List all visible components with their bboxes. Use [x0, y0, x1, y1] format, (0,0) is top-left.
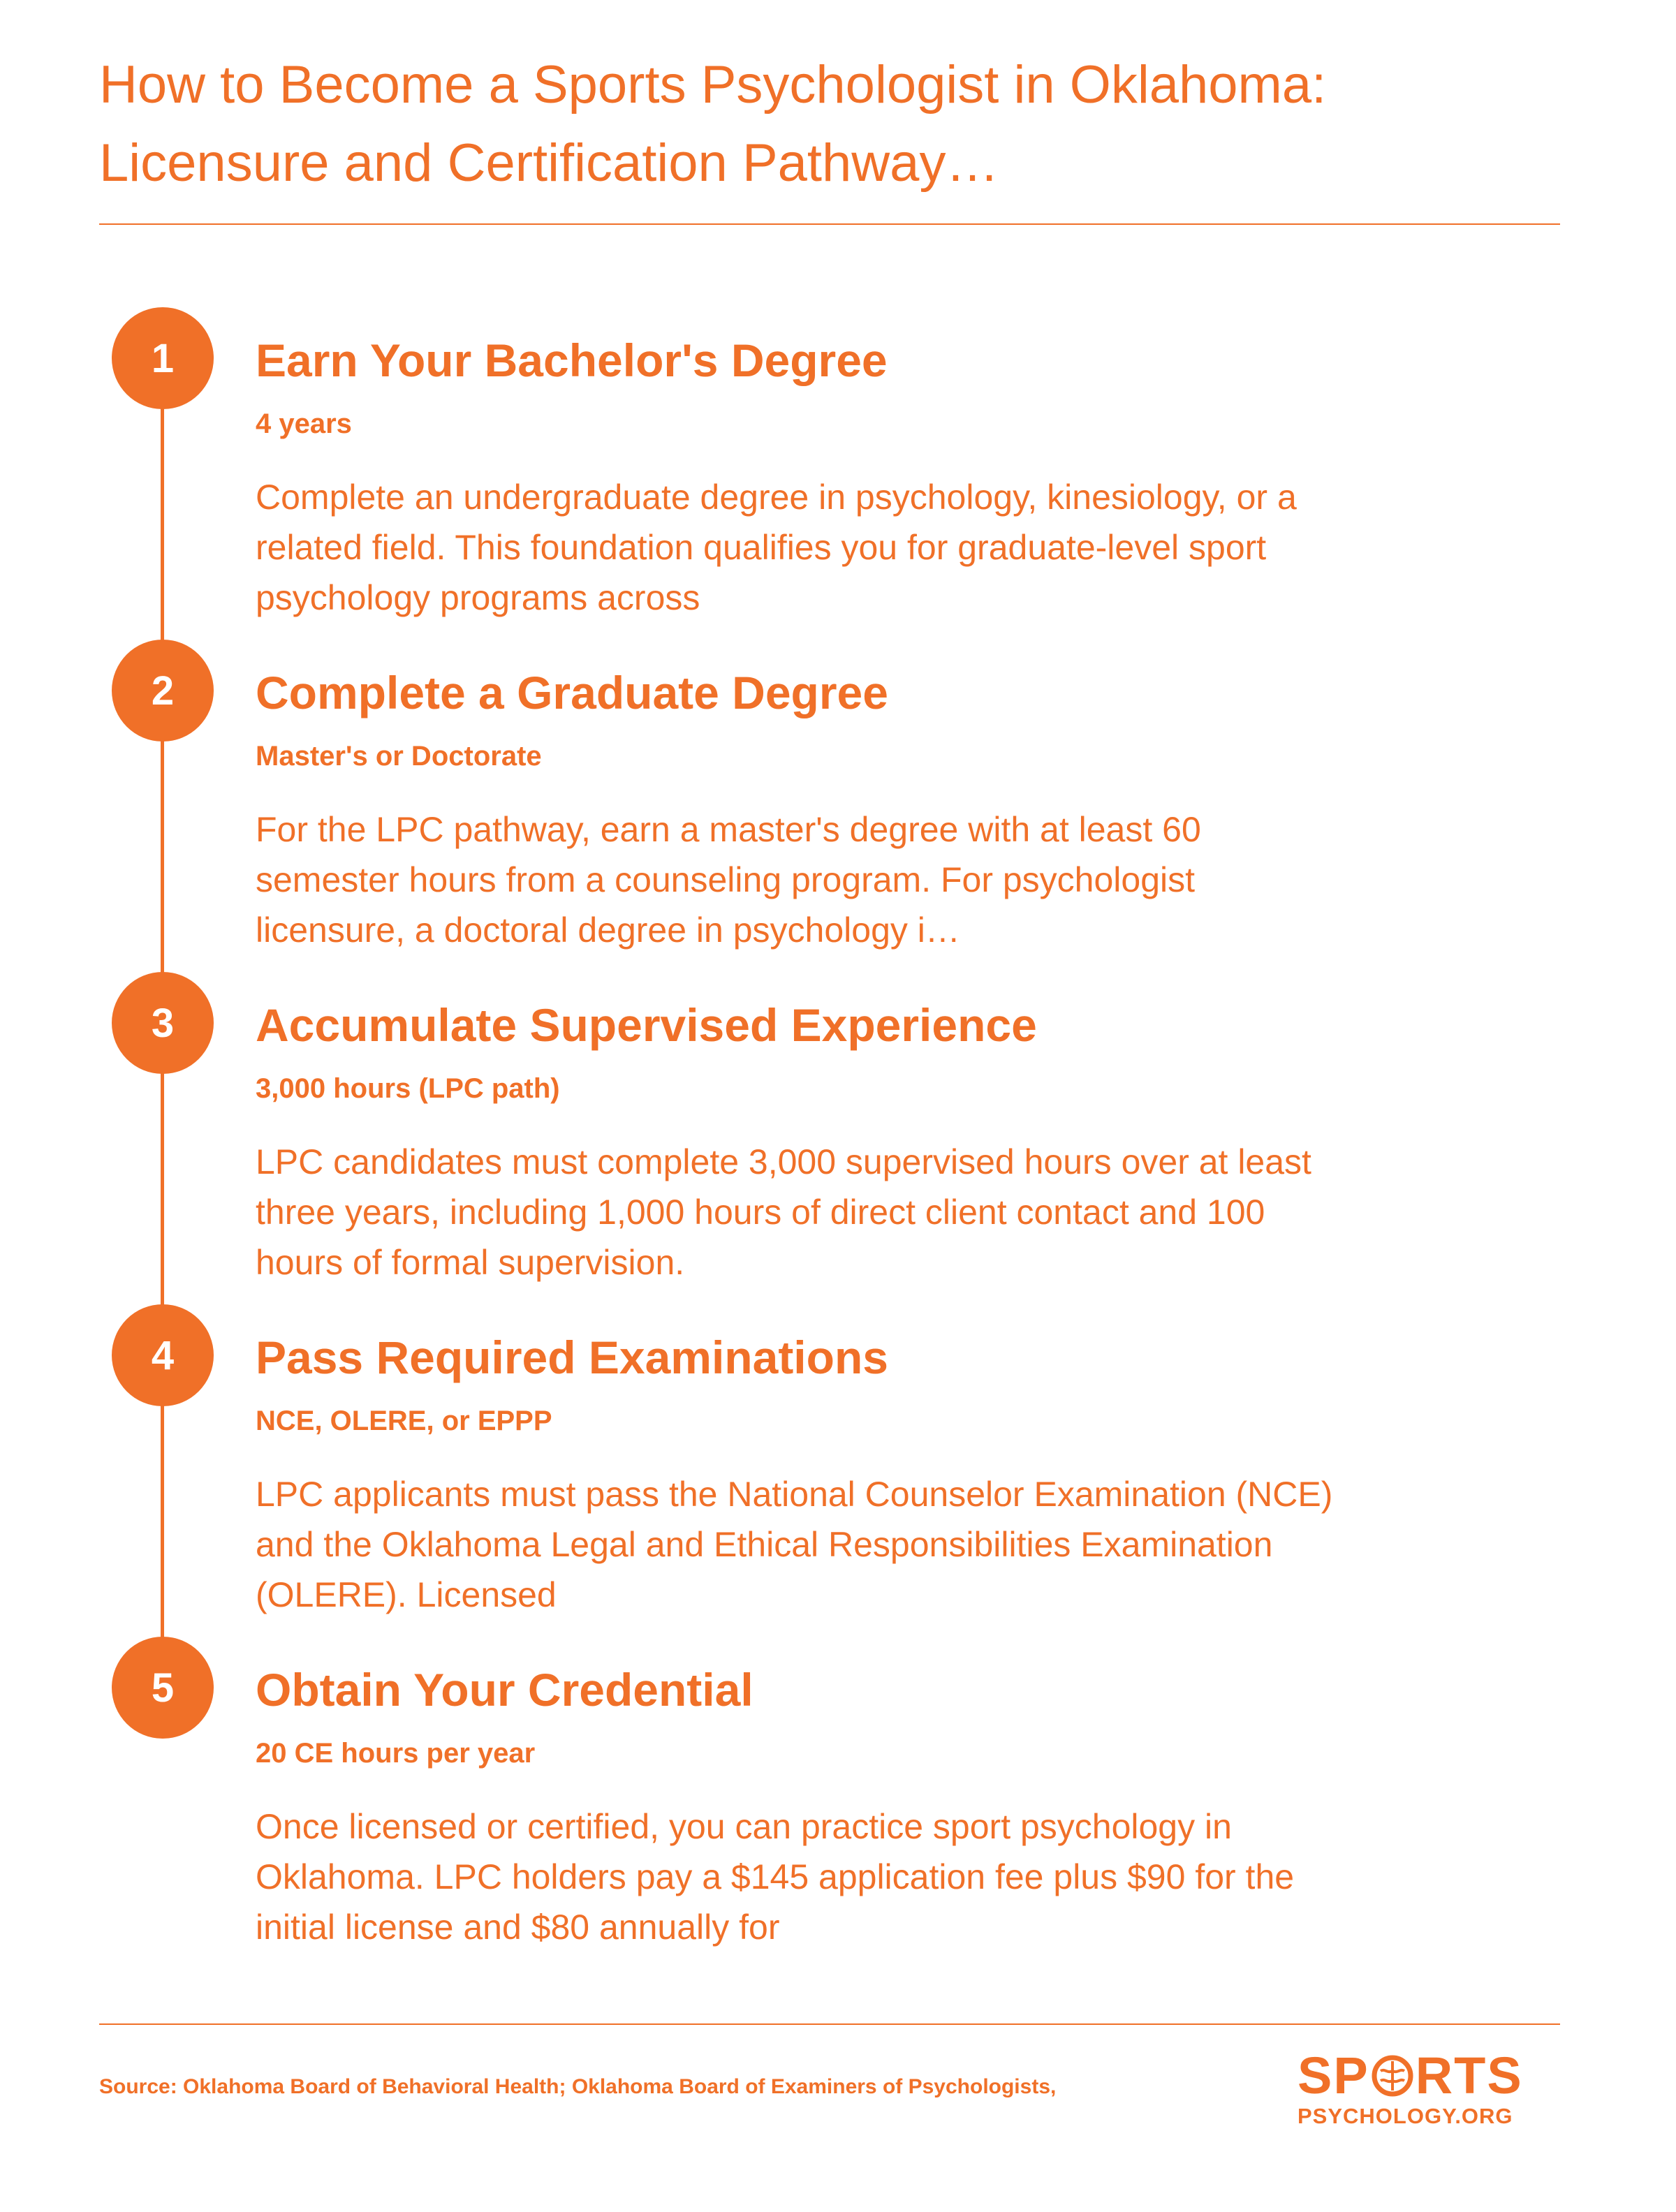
- step-title: Pass Required Examinations: [256, 1332, 888, 1383]
- logo-text-right: RTS: [1415, 2047, 1523, 2104]
- brain-icon: [1371, 2054, 1414, 2097]
- footer-divider: [99, 2023, 1560, 2025]
- logo-text-left: SP: [1298, 2047, 1369, 2104]
- step-title: Complete a Graduate Degree: [256, 667, 888, 718]
- step-number-badge: 5: [112, 1637, 214, 1739]
- step-examinations: [256, 1329, 1373, 1620]
- step-description: For the LPC pathway, earn a master's degree with at least 60 semester hours from a counseling program. For psychologist licensure, a doctoral degree in psychology i…: [256, 810, 1201, 950]
- step-duration: Master's or Doctorate: [256, 741, 542, 772]
- header-divider: [99, 223, 1560, 225]
- step-duration: 3,000 hours (LPC path): [256, 1073, 560, 1104]
- step-number-badge: 4: [112, 1304, 214, 1406]
- source-citation: Source: Oklahoma Board of Behavioral Health; Oklahoma Board of Examiners of Psychologists,: [99, 2075, 1057, 2098]
- step-number-badge: 3: [112, 972, 214, 1074]
- step-description: Once licensed or certified, you can practice sport psychology in Oklahoma. LPC holders pay a $145 application fee plus $90 for the initial license and $80 annually for: [256, 1807, 1295, 1947]
- step-credential: [256, 1662, 1373, 1952]
- step-supervised-experience: [256, 997, 1373, 1288]
- logo-domain: PSYCHOLOGY.ORG: [1298, 2104, 1513, 2128]
- step-description: Complete an undergraduate degree in psychology, kinesiology, or a related field. This foundation qualifies you for graduate-level sport psychology programs across: [256, 478, 1297, 617]
- step-description: LPC candidates must complete 3,000 supervised hours over at least three years, including 1,000 hours of direct client contact and 100 hours of formal supervision.: [256, 1142, 1311, 1282]
- page-title: How to Become a Sports Psychologist in Oklahoma: Licensure and Certification Pathway…: [99, 55, 1327, 193]
- step-title: Accumulate Supervised Experience: [256, 999, 1037, 1051]
- step-earn-bachelors: [256, 332, 1373, 623]
- step-description: LPC applicants must pass the National Counselor Examination (NCE) and the Oklahoma Legal and Ethical Responsibilities Examination (OLERE). Licensed: [256, 1475, 1333, 1614]
- step-duration: 20 CE hours per year: [256, 1738, 536, 1769]
- step-duration: NCE, OLERE, or EPPP: [256, 1406, 552, 1436]
- step-duration: 4 years: [256, 408, 352, 439]
- logo-wordmark: [1298, 2047, 1563, 2104]
- step-title: Earn Your Bachelor's Degree: [256, 334, 888, 386]
- step-graduate-degree: [256, 665, 1373, 955]
- sportspsychology-logo: [1298, 2047, 1563, 2128]
- step-number-badge: 1: [112, 307, 214, 409]
- step-number-badge: 2: [112, 640, 214, 742]
- step-title: Obtain Your Credential: [256, 1664, 754, 1716]
